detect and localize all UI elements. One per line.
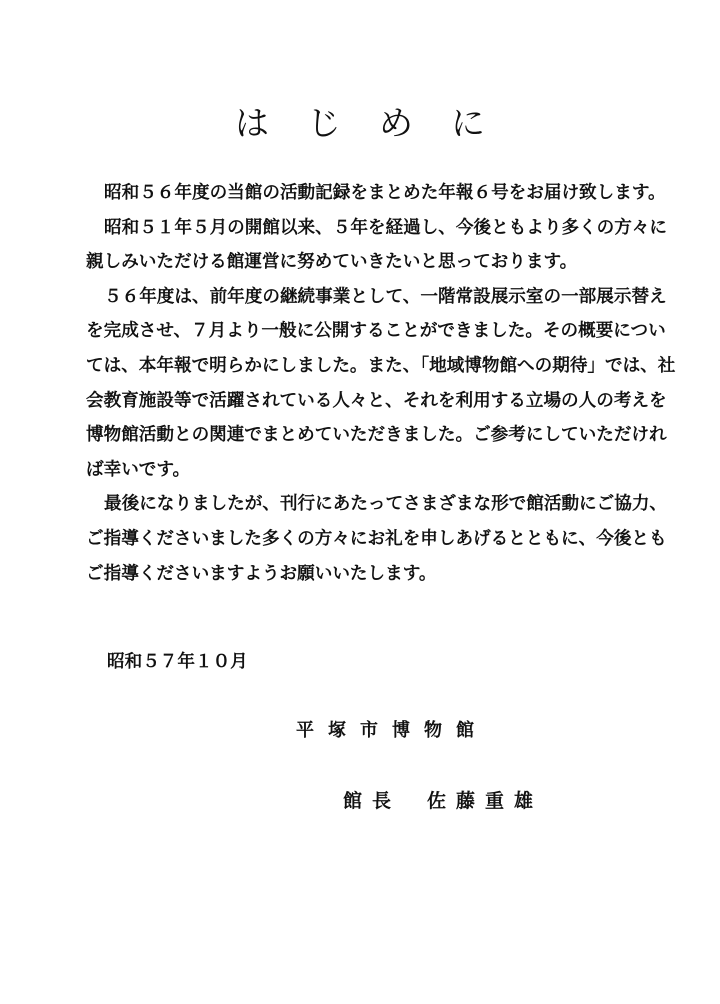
- director-name: 佐藤重雄: [427, 790, 544, 812]
- paragraph-closing: 最後になりましたが、刊行にあたってさまざまな形で館活動にご協力、ご指導くださいました多くの方々にお礼を申しあげるとともに、今後ともご指導くださいますようお願いいたします。: [86, 494, 668, 584]
- paragraph-intro: 昭和５６年度の当館の活動記録をまとめた年報６号をお届け致します。: [104, 183, 666, 203]
- director-title: 館長: [343, 790, 402, 812]
- organization-name: 平塚市博物館: [296, 720, 488, 741]
- letter-body: [86, 176, 676, 591]
- director-signature: [343, 786, 543, 816]
- paragraph-history: 昭和５１年５月の開館以来、５年を経過し、今後ともより多くの方々に親しみいただける館運営に努めていきたいと思っております。: [86, 217, 668, 273]
- page-title: はじめに: [235, 104, 523, 144]
- issue-date: 昭和５７年１０月: [107, 652, 248, 672]
- paragraph-activities: ５６年度は、前年度の継続事業として、一階常設展示室の一部展示替えを完成させ、７月より一般に公開することができました。その概要については、本年報で明らかにしました。また、「地域博物館への期待」では、社会教育施設等で活躍されている人々と、それを利用する立場の人の考えを博物館活動との関連でまとめていただきました。ご参考にしていただければ幸いです。: [86, 286, 676, 480]
